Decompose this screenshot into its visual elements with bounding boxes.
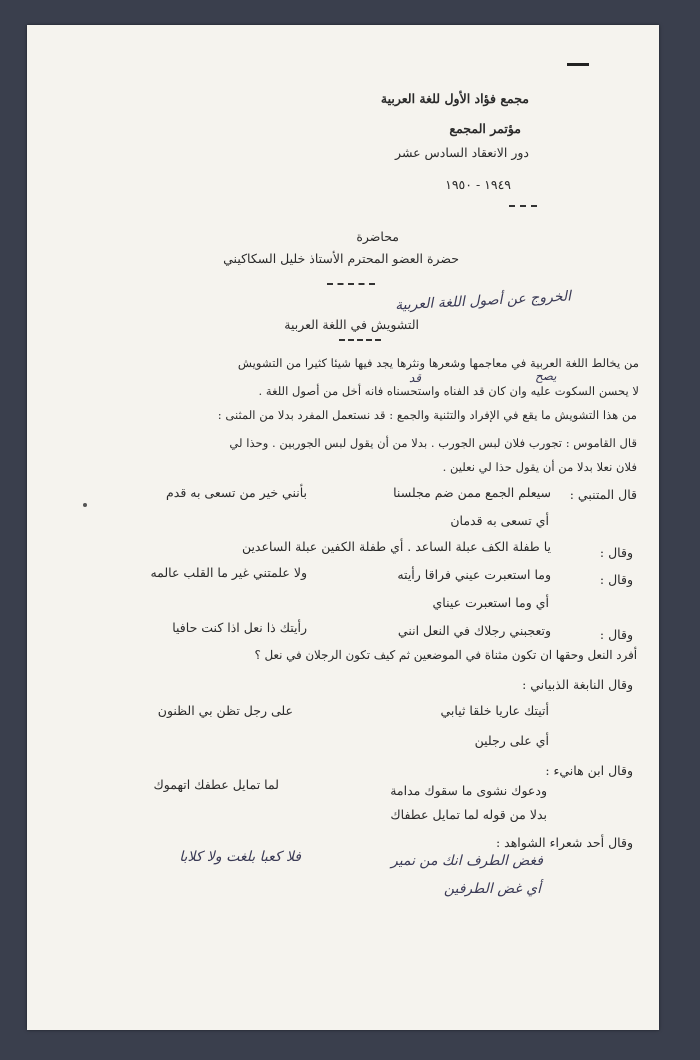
nabigha-gloss: أي على رجلين — [474, 733, 549, 748]
intro-line-1: من يخالط اللغة العربية في معاجمها وشعرها ونثرها يجد فيها شيئا كثيرا من التشويش — [237, 356, 639, 370]
paper-speck — [83, 503, 87, 507]
speaker-line: حضرة العضو المحترم الأستاذ خليل السكاكيني — [223, 251, 459, 266]
header-rule — [509, 205, 537, 207]
header-line-4: ١٩٤٩ - ١٩٥٠ — [445, 177, 511, 192]
quote-2-verse-b: ولا علمتني غير ما القلب عالمه — [150, 565, 307, 580]
header-line-3: دور الانعقاد السادس عشر — [395, 145, 529, 160]
quote-2-verse-a: وما استعبرت عيني فراقا رأيته — [397, 567, 551, 582]
quote-3-verse-a: وتعجبني رجلاك في النعل انني — [397, 623, 551, 638]
title-rule — [339, 339, 381, 341]
qamus-line-2: فلان نعلا بدلا من أن يقول حذا لي نعلين . — [442, 460, 637, 474]
shawahid-gloss: أي غض الطرفين — [443, 881, 541, 897]
quote-3-label: وقال : — [599, 627, 633, 642]
speaker-rule — [327, 283, 375, 285]
lecture-title: التشويش في اللغة العربية — [284, 317, 419, 332]
quote-2-label: وقال : — [599, 572, 633, 587]
quote-2-gloss: أي وما استعبرت عيناي — [432, 595, 549, 610]
lecture-label: محاضرة — [356, 229, 399, 244]
header-line-2: مؤتمر المجمع — [449, 121, 521, 136]
shawahid-verse-a: فغض الطرف انك من نمير — [391, 853, 543, 869]
intro-line-2: لا يحسن السكوت عليه وان كان قد الفناه واستحسناه فانه أخل من أصول اللغة . — [258, 384, 639, 398]
ibn-hani-gloss: بدلا من قوله لما تمايل عطفاك — [390, 807, 547, 822]
nabigha-verse-a: أتيتك عاريا خلقا ثيابي — [440, 703, 549, 718]
mutanabbi-gloss: أي تسعى به قدمان — [450, 513, 549, 528]
mutanabbi-verse-b: بأنني خير من تسعى به قدم — [166, 485, 307, 500]
quote-3-gloss: أفرد النعل وحقها ان تكون مثناة في الموضعين ثم كيف تكون الرجلان في نعل ؟ — [254, 648, 637, 662]
ibn-hani-verse-b: لما تمايل عطفك اتهموك — [153, 777, 279, 792]
nabigha-verse-b: على رجل تظن بي الظنون — [157, 703, 293, 718]
nabigha-label: وقال النابغة الذبياني : — [522, 677, 633, 692]
shawahid-verse-b: فلا كعبا بلغت ولا كلابا — [179, 849, 301, 865]
mutanabbi-verse-a: سيعلم الجمع ممن ضم مجلسنا — [393, 485, 551, 500]
corner-mark — [567, 63, 589, 66]
qamus-line-1: قال القاموس : تجورب فلان لبس الجورب . بدلا من أن يقول لبس الجوربين . وحذا لي — [229, 436, 637, 450]
handwritten-insert: يصح — [535, 369, 557, 383]
header-line-1: مجمع فؤاد الأول للغة العربية — [380, 91, 529, 106]
intro-line-3: من هذا التشويش ما يقع في الإفراد والتثنية والجمع : قد نستعمل المفرد بدلا من المثنى : — [217, 408, 637, 422]
handwritten-title-note: الخروج عن أصول اللغة العربية — [394, 288, 572, 314]
ibn-hani-verse-a: ودعوك نشوى ما سقوك مدامة — [390, 783, 547, 798]
document-page — [27, 25, 659, 1030]
shawahid-label: وقال أحد شعراء الشواهد : — [495, 835, 633, 850]
ibn-hani-label: وقال ابن هانيء : — [545, 763, 633, 778]
handwritten-margin-note: قد — [409, 371, 422, 385]
quote-1-label: وقال : — [599, 545, 633, 560]
quote-3-verse-b: رأيتك ذا نعل اذا كنت حافيا — [172, 620, 307, 635]
quote-1-text: يا طفلة الكف عبلة الساعد . أي طفلة الكفين عبلة الساعدين — [241, 539, 551, 554]
mutanabbi-label: قال المتنبي : — [569, 487, 637, 502]
